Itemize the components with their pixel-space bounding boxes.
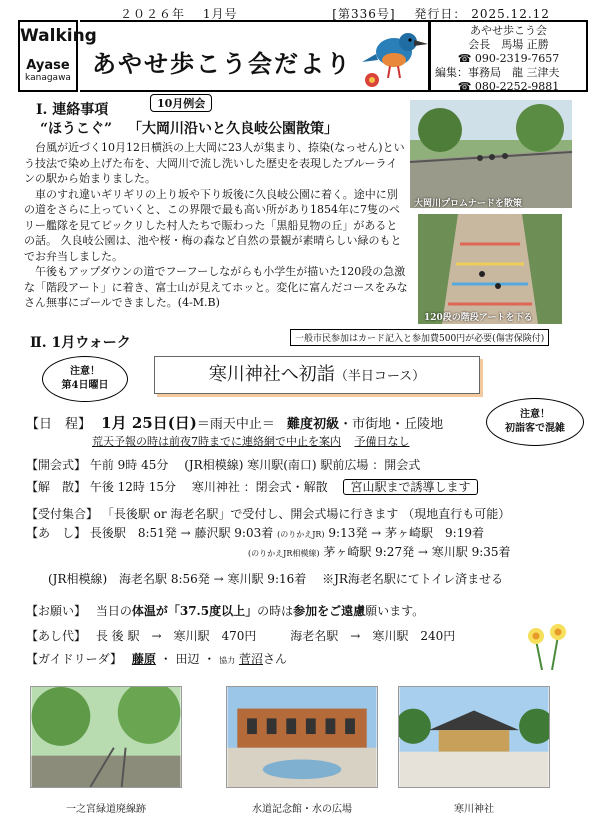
reception-label: 【受付集合】: [26, 507, 99, 521]
schedule-date: 1月 25日(日): [101, 414, 197, 432]
caution1-line2: 第4日曜日: [61, 380, 109, 391]
event-title: 寒川神社へ初詣: [208, 364, 335, 385]
route1-a: 長後駅 8:51発 → 藤沢駅 9:03着: [89, 526, 274, 540]
difficulty-label: 難度: [287, 417, 314, 432]
request-b: の時は: [257, 604, 294, 618]
samukawa-shrine-photo: [398, 686, 550, 788]
fare-label: 【あし代】: [26, 629, 87, 643]
route-row-1: [26, 524, 484, 541]
opening-row: [26, 456, 420, 473]
guide-main: 藤原: [131, 652, 156, 666]
guide-sep: ・ 田辺 ・: [159, 652, 216, 666]
closing-label: 【解 散】: [26, 480, 87, 494]
fare2: 海老名駅 → 寒川駅 240円: [290, 629, 456, 643]
event-subtitle: （半日コース）: [334, 369, 426, 384]
stair-art-photo: [418, 214, 562, 324]
request-bold-b: 参加をご遠慮: [293, 604, 366, 618]
terrain: ・市街地・丘陵地: [339, 417, 444, 432]
org-phone2: ☎ 080-2252-9881: [457, 80, 560, 93]
daffodil-icon: [520, 620, 576, 670]
caution-sunday-bubble: [42, 356, 128, 402]
closing-guide-note: 宮山駅まで誘導します: [343, 479, 477, 495]
event-title-box: [154, 356, 480, 394]
newsletter-title: あやせ歩こう会だより: [92, 49, 352, 78]
section2-heading: Ⅱ. 1月ウォーク: [30, 335, 131, 351]
route-row-2: [248, 543, 511, 560]
logo-ayase: Ayase: [26, 58, 70, 73]
fare1: 長 後 駅 → 寒川駅 470円: [95, 629, 257, 643]
fee-note: 一般市民参加はカード記入と参加費500円が必要(傷害保険付): [290, 329, 549, 346]
route2-transfer: (のりかえJR相模線): [248, 549, 320, 558]
water-museum-photo: [226, 686, 378, 788]
difficulty-value: 初級: [313, 417, 340, 432]
opening-label: 【開会式】: [26, 458, 87, 472]
route1-transfer: (のりかえJR): [277, 530, 325, 539]
request-label: 【お願い】: [26, 604, 87, 618]
guide-suffix: さん: [263, 652, 288, 666]
org-chair: 会長 馬場 正勝: [468, 38, 549, 51]
report-paragraph-1: 台風が近づく10月12日横浜の上大岡に23人が集まり、捺染(なっせん)という技法で染め上げた布を、大岡川で流し洗いした歴史を表現したブルーラインの駅から始まりました。: [24, 141, 405, 185]
photo1-caption: 大岡川プロムナードを散策: [414, 199, 522, 209]
org-name: あやせ歩こう会: [470, 24, 547, 37]
photo-caption-water: 水道記念館・水の広場: [252, 804, 352, 815]
schedule-row: [26, 412, 443, 433]
guide-row: [26, 650, 287, 667]
club-logo: [18, 20, 97, 92]
kingfisher-icon: [354, 22, 428, 90]
cancel-note: 荒天予報の時は前夜7時までに連絡網で中止を案内: [92, 435, 341, 448]
issue-year: ２０２６年 1月号: [120, 7, 238, 21]
closing-row: [26, 478, 478, 495]
logo-kanagawa: kanagawa: [25, 73, 71, 83]
section1-heading: Ⅰ. 連絡事項: [36, 102, 109, 118]
guide-coop: 協力: [219, 656, 236, 665]
org-info: [430, 20, 588, 92]
walk-report-title: 「大岡川沿いと久良岐公園散策」: [128, 121, 338, 137]
caution2-line1: 注意！: [520, 409, 550, 420]
reception-row: [26, 505, 510, 522]
photo-caption-shrine: 寒川神社: [454, 804, 494, 815]
caution1-line1: 注意！: [70, 366, 100, 377]
promenade-photo: [410, 100, 572, 208]
photo-caption-railway: 一之宮緑道廃線跡: [66, 804, 146, 815]
request-row: [26, 602, 424, 619]
route2: 茅ヶ崎駅 9:27発 → 寒川駅 9:35着: [323, 545, 511, 559]
caution2-line2: 初詣客で混雑: [505, 423, 565, 434]
org-office: 編集：事務局 龍 三津夫: [435, 66, 560, 79]
route-row-3: [48, 570, 503, 587]
photo2-caption: 120段の階段アートを下る: [424, 313, 533, 323]
route3-label: (JR相模線): [48, 572, 108, 586]
caution-crowd-bubble: [486, 398, 584, 446]
guide-label: 【ガイドリーダ】: [26, 652, 123, 666]
railway-trail-photo: [30, 686, 182, 788]
route1-b: 9:13発 → 茅ヶ崎駅 9:19着: [328, 526, 484, 540]
schedule-rain: ＝雨天中止＝: [196, 417, 275, 432]
guide-other: 菅沼: [238, 652, 263, 666]
request-a: 当日の: [95, 604, 132, 618]
closing-text: 午後 12時 15分 寒川神社 ：閉会式・解散: [89, 480, 328, 494]
logo-walking: Walking: [20, 26, 97, 46]
issue-number: [第336号]: [332, 7, 396, 21]
schedule-note-row: [92, 433, 410, 449]
org-phone1: ☎ 090-2319-7657: [457, 52, 560, 65]
october-badge: 10月例会: [150, 94, 212, 112]
walk-report-body: [24, 140, 408, 311]
issue-date: 発行日： 2025.12.12: [414, 7, 550, 21]
opening-text: 午前 9時 45分 (JR相模線) 寒川駅(南口) 駅前広場 ：開会式: [89, 458, 421, 472]
fare-row: [26, 627, 455, 644]
route3: 海老名駅 8:56発 → 寒川駅 9:16着 ※JR海老名駅にてトイレ済ませる: [119, 572, 504, 586]
request-bold-a: 体温が「37.5度以上」: [131, 604, 258, 618]
spare-day: 予備日なし: [354, 435, 410, 448]
hokogu-label: “ほうこぐ”: [40, 121, 113, 137]
reception-text: 「長後駅 or 海老名駅」で受付し、開会式場に行きます （現地直行も可能）: [101, 507, 511, 521]
request-c: 願います。: [365, 604, 425, 618]
report-paragraph-2: 車のすれ違いギリギリの上り坂や下り坂後に久良岐公園に着く。途中に別の道をさらに上っていくと、この界隈で最も高い所があり1854年に7隻のペリー艦隊を見てビックリした村人たちで賑わった「黒船見物の丘」があるとの話。 久良岐公園は、池や桜・梅の森など自然の景観が素晴らしい緑のもとでお弁当しました。: [24, 187, 402, 263]
schedule-label: 【日 程】: [26, 417, 92, 432]
report-paragraph-3: 午後もアップダウンの道でフーフーしながらも小学生が描いた120段の急激な「階段アート」に着き、富士山が見えてホッと。変化に富んだコースをみなさん無事にゴールできました。(4-M.B): [24, 265, 408, 309]
route-label: 【あ し】: [26, 526, 87, 540]
